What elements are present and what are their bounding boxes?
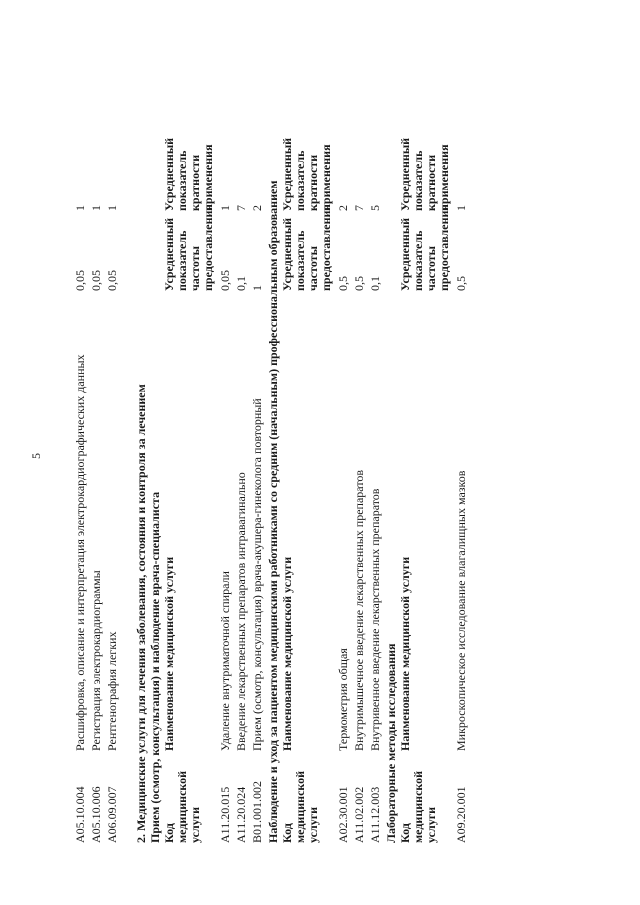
- section-2-title: 2. Медицинские услуги для лечения заболевания, состояния и контроля за лечением: [134, 384, 148, 843]
- multiplicity-value: 1: [454, 205, 468, 211]
- header-name: Наименование медицинской услуги: [280, 556, 294, 751]
- header-code: Код медицинской услуги: [162, 770, 202, 843]
- frequency-value: 0,5: [454, 276, 468, 291]
- multiplicity-value: 2: [250, 205, 264, 211]
- table-row: [106, 43, 119, 843]
- frequency-value: 0,05: [73, 270, 87, 291]
- multiplicity-value: 2: [336, 205, 350, 211]
- service-name: Внутривенное введение лекарственных препаратов: [368, 488, 382, 751]
- service-name: Введение лекарственных препаратов интравагинально: [234, 472, 248, 751]
- multiplicity-value: 1: [105, 205, 119, 211]
- frequency-value: 0,5: [352, 276, 366, 291]
- service-name: Рентгенография легких: [105, 631, 119, 751]
- header-code: Код медицинской услуги: [280, 770, 320, 843]
- table-row: [337, 43, 350, 843]
- frequency-value: 0,05: [89, 270, 103, 291]
- multiplicity-value: 1: [218, 205, 232, 211]
- table-row: [235, 43, 248, 843]
- service-name: Прием (осмотр, консультация) врача-акушера-гинеколога повторный: [250, 398, 264, 751]
- table-header: [281, 43, 333, 843]
- table-row: [251, 43, 264, 843]
- table-row: [353, 43, 366, 843]
- service-code: A05.10.006: [89, 786, 103, 843]
- service-code: A02.30.001: [336, 786, 350, 843]
- header-name: Наименование медицинской услуги: [162, 556, 176, 751]
- header-name: Наименование медицинской услуги: [398, 556, 412, 751]
- multiplicity-value: 7: [352, 205, 366, 211]
- service-name: Удаление внутриматочной спирали: [218, 571, 232, 751]
- header-multiplicity: Усредненный показатель кратности применения: [398, 137, 451, 211]
- table-row: [369, 43, 382, 843]
- service-code: A11.20.015: [218, 786, 232, 843]
- multiplicity-value: 1: [73, 205, 87, 211]
- service-code: A11.12.003: [368, 786, 382, 843]
- multiplicity-value: 7: [234, 205, 248, 211]
- page-number: 5: [29, 453, 43, 459]
- header-frequency: Усредненный показатель частоты предоставления: [280, 204, 333, 291]
- service-name: Внутримышечное введение лекарственных препаратов: [352, 469, 366, 751]
- service-code: A11.02.002: [352, 786, 366, 843]
- frequency-value: 0,5: [336, 276, 350, 291]
- table-row: [74, 43, 87, 843]
- service-code: A09.20.001: [454, 786, 468, 843]
- service-name: Микроскопическое исследование влагалищных мазков: [454, 470, 468, 751]
- group-3: [337, 43, 382, 843]
- group-2: [219, 43, 264, 843]
- header-code: Код медицинской услуги: [398, 770, 438, 843]
- subsection-title-consultation: Прием (осмотр, консультация) и наблюдение врача-специалиста: [148, 491, 162, 843]
- frequency-value: 0,05: [218, 270, 232, 291]
- header-frequency: Усредненный показатель частоты предоставления: [398, 204, 451, 291]
- frequency-value: 1: [250, 285, 264, 291]
- services-table: [74, 43, 471, 843]
- frequency-value: 0,1: [234, 276, 248, 291]
- table-row: [219, 43, 232, 843]
- multiplicity-value: 5: [368, 205, 382, 211]
- header-frequency: Усредненный показатель частоты предоставления: [162, 204, 215, 291]
- frequency-value: 0,1: [368, 276, 382, 291]
- service-code: A05.10.004: [73, 786, 87, 843]
- table-row: [90, 43, 103, 843]
- subsection-title-lab: Лабораторные методы исследования: [384, 643, 398, 843]
- service-name: Термометрия общая: [336, 648, 350, 751]
- service-code: A06.09.007: [105, 786, 119, 843]
- subsection-title-nursing: Наблюдение и уход за пациентом медицинскими работниками со средним (начальным) профессиональным образованием: [266, 180, 280, 843]
- service-code: A11.20.024: [234, 786, 248, 843]
- service-code: B01.001.002: [250, 780, 264, 843]
- table-header: [163, 43, 215, 843]
- frequency-value: 0,05: [105, 270, 119, 291]
- table-row: [455, 43, 468, 843]
- service-name: Расшифровка, описание и интерпретация электрокардиографических данных: [73, 354, 87, 751]
- group-4: [455, 43, 468, 843]
- multiplicity-value: 1: [89, 205, 103, 211]
- table-header: [399, 43, 451, 843]
- header-multiplicity: Усредненный показатель кратности применения: [162, 137, 215, 211]
- group-1: [74, 43, 119, 843]
- header-multiplicity: Усредненный показатель кратности применения: [280, 137, 333, 211]
- service-name: Регистрация электрокардиограммы: [89, 570, 103, 751]
